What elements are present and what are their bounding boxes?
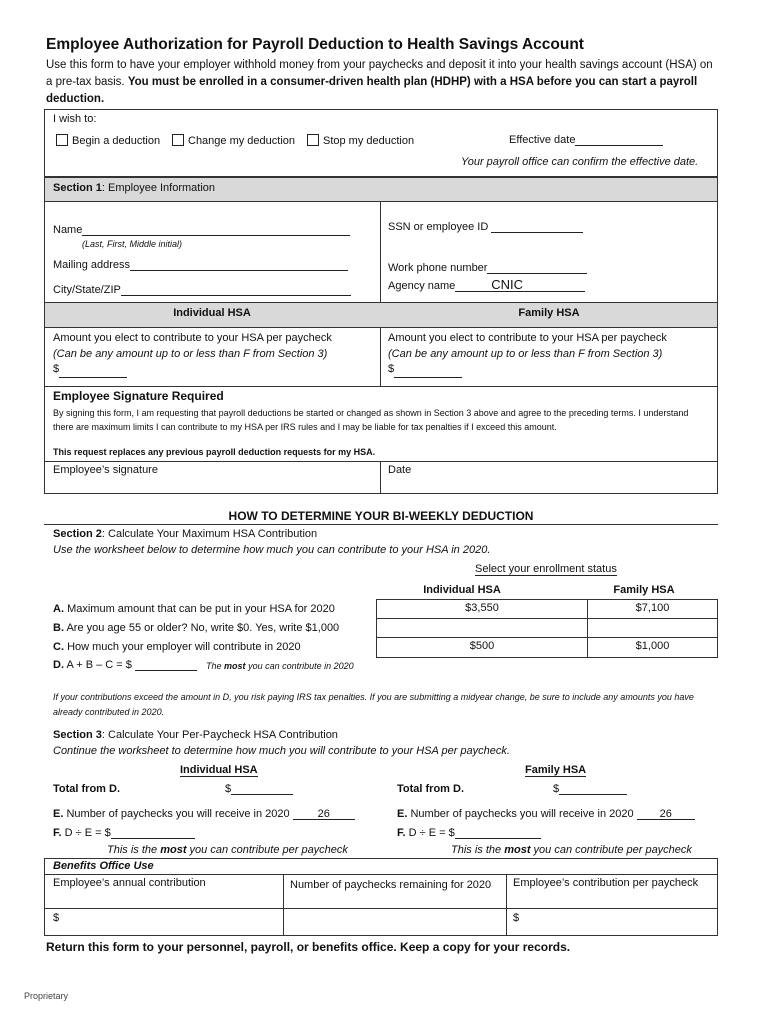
section3-individual-header: Individual HSA: [180, 764, 258, 776]
penalty-warning: If your contributions exceed the amount in D, you risk paying IRS tax penalties. If you are submitting a midyear change, be sure to include any amounts you have already contributed in 2020.: [53, 692, 694, 717]
cell-c-individual: $500: [376, 637, 588, 658]
family-hsa-header: Family HSA: [518, 307, 580, 319]
worksheet-family-header: Family HSA: [613, 584, 675, 596]
stop-deduction-checkbox[interactable]: [307, 134, 319, 146]
family-elect-label: Amount you elect to contribute to your HSA per paycheck: [388, 332, 667, 344]
agency-name-field[interactable]: Agency name CNIC: [388, 280, 585, 292]
wish-label: I wish to:: [53, 113, 97, 125]
signature-heading: Employee Signature Required: [53, 389, 224, 403]
signature-date-field[interactable]: Date: [388, 464, 412, 476]
individual-elect-label: Amount you elect to contribute to your HSA per paycheck: [53, 332, 332, 344]
family-elect-amount[interactable]: $: [388, 362, 667, 378]
family-total-field[interactable]: $: [553, 783, 627, 795]
name-field[interactable]: Name: [53, 224, 350, 236]
benefits-per-paycheck-value[interactable]: $: [513, 912, 520, 924]
begin-deduction-label: Begin a deduction: [72, 135, 161, 147]
effective-date-label: Effective date: [509, 134, 576, 146]
signature-terms: By signing this form, I am requesting that payroll deductions be started or changed as shown in Section 3 above and agree to the preceding terms. I understand there are maximum limits I can contribute to my HSA per IRS rules and I may be liable for tax penalties if I exceed this amount.: [53, 408, 689, 432]
individual-elect-block: [53, 331, 332, 378]
family-most-note: This is the most you can contribute per paycheck: [451, 844, 692, 856]
row-c-label: C. How much your employer will contribute in 2020: [53, 641, 301, 653]
signature-replace-note: This request replaces any previous payroll deduction requests for my HSA.: [53, 447, 376, 457]
name-hint: (Last, First, Middle initial): [82, 239, 183, 249]
row-d-label[interactable]: D. A + B – C = $: [53, 659, 197, 671]
footer-proprietary: Proprietary: [24, 991, 69, 1001]
page-title: Employee Authorization for Payroll Deduction to Health Savings Account: [46, 36, 584, 53]
benefits-annual-value[interactable]: $: [53, 912, 60, 924]
individual-total-label: Total from D.: [53, 783, 121, 795]
benefits-paychecks-header: Number of paychecks remaining for 2020: [290, 879, 492, 891]
family-total-label: Total from D.: [397, 783, 465, 795]
stop-deduction-option[interactable]: [307, 134, 414, 147]
work-phone-field[interactable]: Work phone number: [388, 262, 587, 274]
effective-date-note: Your payroll office can confirm the effective date.: [461, 156, 699, 168]
intro-bold: You must be enrolled in a consumer-driven health plan (HDHP) with a HSA before you can start a payroll deduction.: [46, 76, 698, 105]
individual-paychecks-value[interactable]: 26: [293, 808, 355, 820]
worksheet-individual-header: Individual HSA: [423, 584, 501, 596]
family-elect-note: (Can be any amount up to or less than F from Section 3): [388, 347, 663, 360]
family-f-row[interactable]: F. D ÷ E = $: [397, 827, 541, 839]
begin-deduction-checkbox[interactable]: [56, 134, 68, 146]
section2-subtitle: Use the worksheet below to determine how much you can contribute to your HSA in 2020.: [53, 544, 491, 556]
cell-a-family: $7,100: [587, 599, 718, 619]
section3-heading: Section 3: Calculate Your Per-Paycheck HSA Contribution: [53, 729, 338, 741]
stop-deduction-label: Stop my deduction: [323, 135, 415, 147]
individual-hsa-header: Individual HSA: [173, 307, 251, 319]
row-b-label: B. Are you age 55 or older? No, write $0. Yes, write $1,000: [53, 622, 340, 634]
family-paychecks-row: E. Number of paychecks you will receive in 2020 26: [397, 808, 695, 820]
section2-heading: Section 2: Calculate Your Maximum HSA Contribution: [53, 528, 318, 540]
city-state-zip-field[interactable]: City/State/ZIP: [53, 284, 351, 296]
section3-family-header: Family HSA: [525, 764, 587, 776]
ssn-field[interactable]: SSN or employee ID: [388, 221, 583, 233]
change-deduction-option[interactable]: [172, 134, 295, 147]
section1-heading: Section 1: Employee Information: [53, 182, 216, 194]
individual-f-row[interactable]: F. D ÷ E = $: [53, 827, 195, 839]
cell-c-family: $1,000: [587, 637, 718, 658]
effective-date-field[interactable]: [509, 134, 663, 146]
row-d-note: The most you can contribute in 2020: [206, 661, 354, 671]
change-deduction-checkbox[interactable]: [172, 134, 184, 146]
individual-elect-amount[interactable]: $: [53, 362, 332, 378]
benefits-heading: Benefits Office Use: [53, 860, 154, 872]
intro-text: Use this form to have your employer withhold money from your paychecks and deposit it into your health savings account (HSA) on a pre-tax basis.: [46, 59, 713, 88]
select-status-label: Select your enrollment status: [475, 563, 617, 575]
benefits-paychecks-value[interactable]: [290, 912, 500, 930]
effective-date-value[interactable]: [575, 134, 663, 146]
agency-name-value[interactable]: CNIC: [455, 280, 585, 292]
individual-paychecks-row: E. Number of paychecks you will receive in 2020 26: [53, 808, 355, 820]
mailing-address-field[interactable]: Mailing address: [53, 259, 348, 271]
individual-total-field[interactable]: $: [225, 783, 293, 795]
return-instructions: Return this form to your personnel, payroll, or benefits office. Keep a copy for your records.: [46, 940, 571, 954]
intro-paragraph: [46, 57, 716, 108]
cell-b-individual[interactable]: [376, 618, 588, 638]
individual-elect-note: (Can be any amount up to or less than F from Section 3): [53, 347, 328, 360]
change-deduction-label: Change my deduction: [188, 135, 296, 147]
cell-b-family[interactable]: [587, 618, 718, 638]
benefits-per-paycheck-header: Employee’s contribution per paycheck: [513, 877, 699, 889]
benefits-annual-header: Employee’s annual contribution: [53, 877, 206, 889]
individual-most-note: This is the most you can contribute per paycheck: [107, 844, 348, 856]
family-paychecks-value[interactable]: 26: [637, 808, 695, 820]
employee-signature-field[interactable]: Employee’s signature: [53, 464, 158, 476]
row-a-label: A. Maximum amount that can be put in your HSA for 2020: [53, 603, 335, 615]
section3-subtitle: Continue the worksheet to determine how much you will contribute to your HSA per paycheck.: [53, 745, 510, 757]
howto-heading: HOW TO DETERMINE YOUR BI-WEEKLY DEDUCTION: [228, 509, 534, 523]
family-elect-block: [388, 331, 667, 378]
cell-a-individual: $3,550: [376, 599, 588, 619]
begin-deduction-option[interactable]: [56, 134, 160, 147]
